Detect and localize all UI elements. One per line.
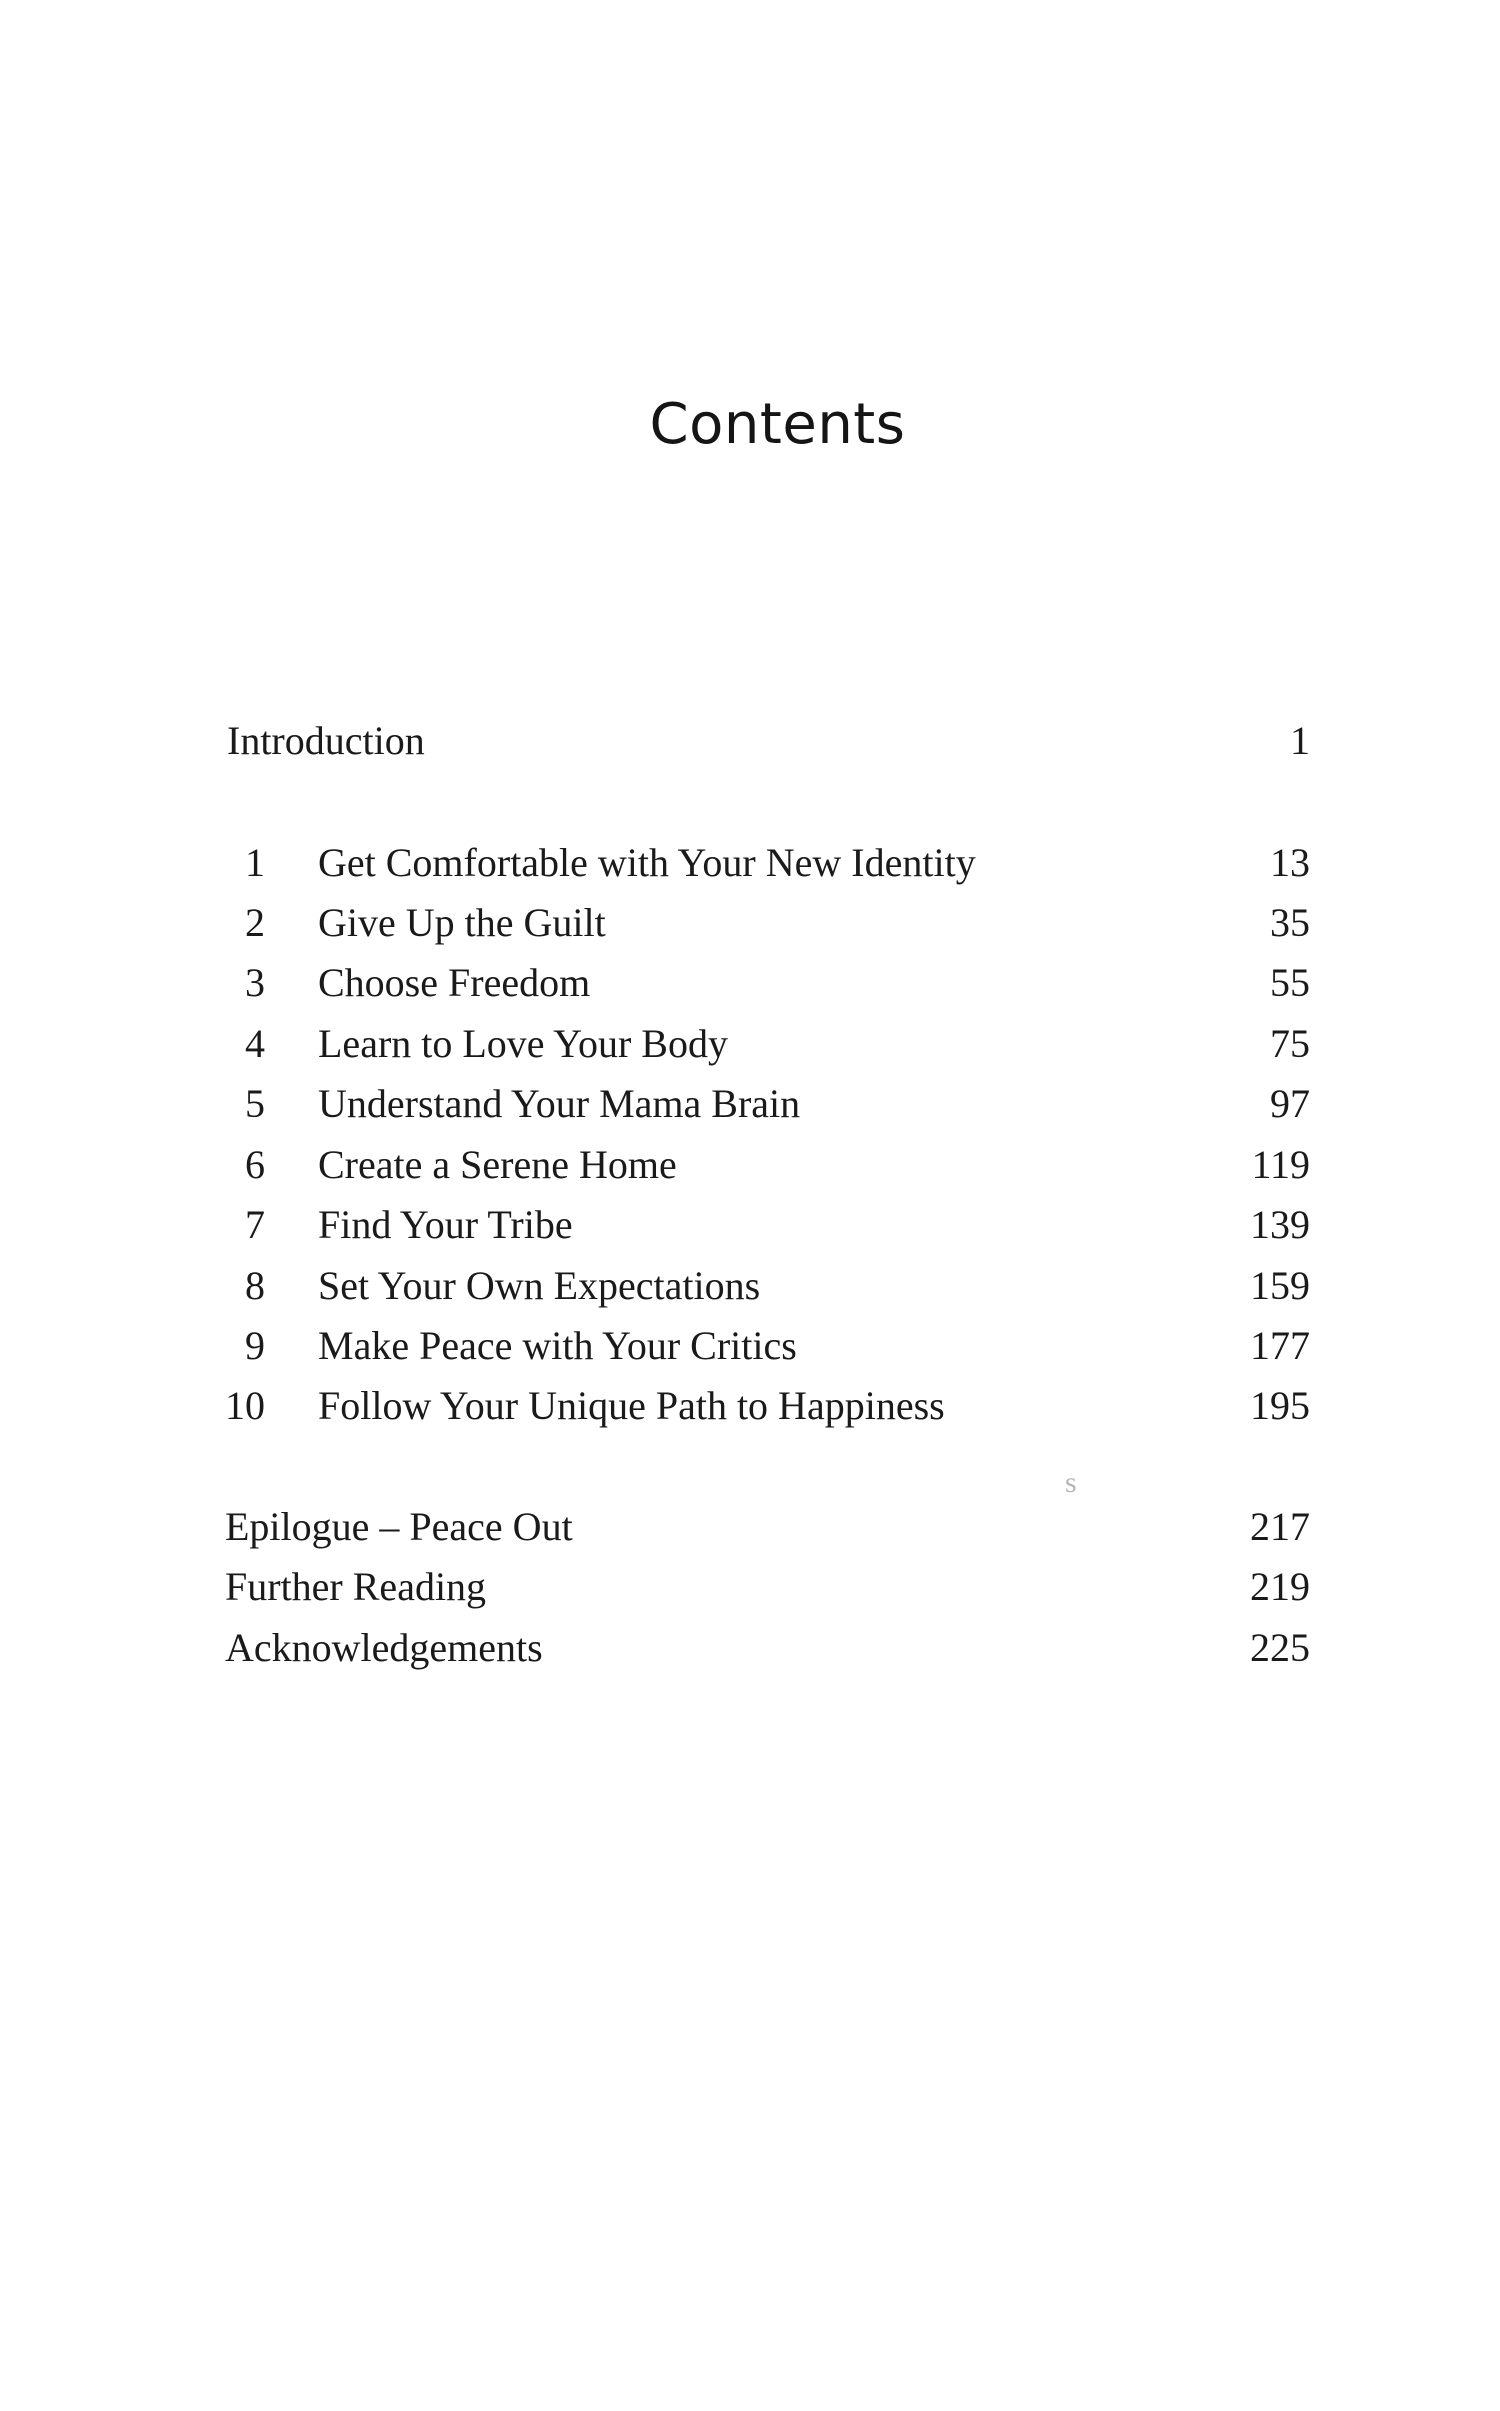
toc-entry-label: Further Reading bbox=[225, 1564, 487, 1609]
toc-entry-label: Epilogue – Peace Out bbox=[225, 1504, 573, 1549]
chapter-title: Create a Serene Home bbox=[318, 1142, 677, 1187]
toc-chapter-6 bbox=[0, 1135, 1500, 1195]
chapter-number: 7 bbox=[245, 1202, 265, 1247]
chapter-number: 4 bbox=[245, 1021, 265, 1066]
toc-chapter-7 bbox=[0, 1195, 1500, 1255]
toc-chapter-10 bbox=[0, 1376, 1500, 1436]
chapter-page: 13 bbox=[1270, 840, 1310, 885]
chapter-number: 10 bbox=[225, 1383, 265, 1428]
chapter-title: Choose Freedom bbox=[318, 960, 591, 1005]
chapter-page: 159 bbox=[1250, 1263, 1310, 1308]
chapter-page: 55 bbox=[1270, 960, 1310, 1005]
toc-chapter-2 bbox=[0, 893, 1500, 953]
toc-chapter-5 bbox=[0, 1074, 1500, 1134]
chapter-number: 8 bbox=[245, 1263, 265, 1308]
chapter-title: Find Your Tribe bbox=[318, 1202, 573, 1247]
chapter-number: 3 bbox=[245, 960, 265, 1005]
toc-chapter-4 bbox=[0, 1014, 1500, 1074]
chapter-number: 1 bbox=[245, 840, 265, 885]
toc-entry-page: 219 bbox=[1250, 1564, 1310, 1609]
chapter-title: Set Your Own Expectations bbox=[318, 1263, 761, 1308]
toc-entry-label: Acknowledgements bbox=[225, 1625, 543, 1670]
chapter-number: 9 bbox=[245, 1323, 265, 1368]
chapter-number: 6 bbox=[245, 1142, 265, 1187]
chapter-page: 177 bbox=[1250, 1323, 1310, 1368]
chapter-page: 35 bbox=[1270, 900, 1310, 945]
toc-entry-page: 217 bbox=[1250, 1504, 1310, 1549]
toc-chapter-8 bbox=[0, 1256, 1500, 1316]
chapter-title: Get Comfortable with Your New Identity bbox=[318, 840, 976, 885]
chapter-page: 139 bbox=[1250, 1202, 1310, 1247]
chapter-page: 97 bbox=[1270, 1081, 1310, 1126]
chapter-title: Give Up the Guilt bbox=[318, 900, 606, 945]
chapter-page: 75 bbox=[1270, 1021, 1310, 1066]
toc-entry-page: 225 bbox=[1250, 1625, 1310, 1670]
toc-entry-page: 1 bbox=[1290, 718, 1310, 763]
toc-entry-label: Introduction bbox=[227, 718, 425, 763]
toc-entry-epilogue bbox=[0, 1497, 1500, 1557]
toc-entry-introduction bbox=[0, 711, 1500, 771]
toc-chapter-3 bbox=[0, 953, 1500, 1013]
chapter-page: 119 bbox=[1251, 1142, 1310, 1187]
chapter-number: 2 bbox=[245, 900, 265, 945]
toc-entry-further-reading bbox=[0, 1557, 1500, 1617]
toc-chapter-1 bbox=[0, 833, 1500, 893]
toc-chapter-9 bbox=[0, 1316, 1500, 1376]
page-title: Contents bbox=[649, 392, 906, 457]
chapter-title: Understand Your Mama Brain bbox=[318, 1081, 801, 1126]
chapter-page: 195 bbox=[1250, 1383, 1310, 1428]
bleed-through-mark: s bbox=[1065, 1466, 1077, 1499]
toc-entry-acknowledgements bbox=[0, 1618, 1500, 1678]
chapter-title: Learn to Love Your Body bbox=[318, 1021, 728, 1066]
chapter-title: Follow Your Unique Path to Happiness bbox=[318, 1383, 945, 1428]
chapter-number: 5 bbox=[245, 1081, 265, 1126]
chapter-title: Make Peace with Your Critics bbox=[318, 1323, 797, 1368]
